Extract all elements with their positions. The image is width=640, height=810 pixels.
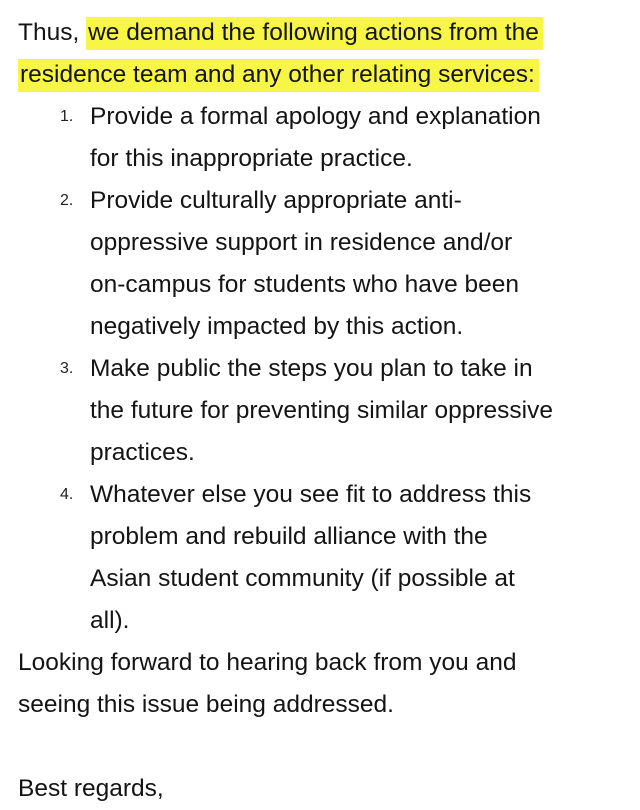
list-item-line: practices. [90, 439, 195, 466]
list-item [18, 96, 630, 180]
list-item-line: problem and rebuild alliance with the [90, 523, 488, 550]
list-item-line: Whatever else you see fit to address this [90, 481, 532, 508]
intro-lead: Thus, [18, 19, 87, 46]
intro-line-2 [18, 54, 630, 96]
list-item-number: 4. [60, 486, 74, 503]
closing-line-1: Looking forward to hearing back from you and [18, 649, 517, 676]
list-item [18, 180, 630, 348]
list-item-line: the future for preventing similar oppressive [90, 397, 553, 424]
list-item-line: oppressive support in residence and/or [90, 229, 513, 256]
closing-line-2: seeing this issue being addressed. [18, 691, 394, 718]
intro-line-1 [18, 12, 630, 54]
list-item-line: Asian student community (if possible at [90, 565, 515, 592]
list-item-number: 3. [60, 360, 74, 377]
intro-highlight-1: we demand the following actions from the [86, 17, 543, 50]
list-item-line: on-campus for students who have been [90, 271, 520, 298]
intro-highlight-2: residence team and any other relating services: [18, 59, 539, 92]
list-item-line: all). [90, 607, 130, 634]
demands-list [18, 96, 630, 642]
list-item [18, 348, 630, 474]
list-item [18, 474, 630, 642]
list-item-line: Make public the steps you plan to take in [90, 355, 533, 382]
list-item-number: 1. [60, 108, 74, 125]
letter-body [18, 12, 630, 810]
list-item-line: Provide culturally appropriate anti- [90, 187, 462, 214]
list-item-line: negatively impacted by this action. [90, 313, 464, 340]
list-item-line: for this inappropriate practice. [90, 145, 413, 172]
list-item-number: 2. [60, 192, 74, 209]
list-item-line: Provide a formal apology and explanation [90, 103, 541, 130]
signoff: Best regards, [18, 775, 164, 802]
paragraph-gap [18, 726, 630, 768]
